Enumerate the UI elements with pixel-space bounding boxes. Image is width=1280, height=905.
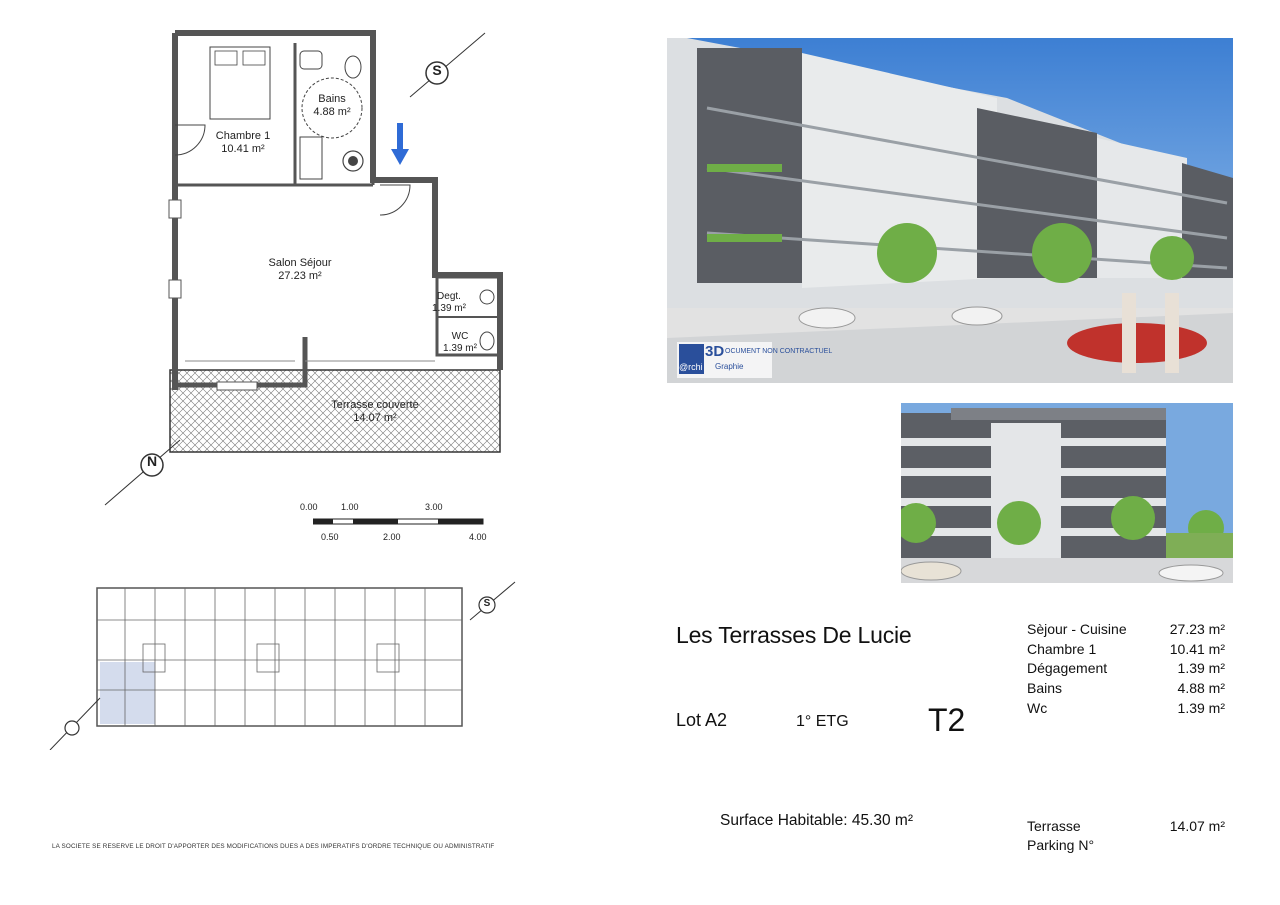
area-label: Sèjour - Cuisine xyxy=(1027,621,1127,637)
floor-plan xyxy=(95,25,515,515)
room-wc xyxy=(440,331,480,355)
room-chambre xyxy=(203,130,283,156)
apartment-type: T2 xyxy=(928,702,966,738)
watermark-line1: OCUMENT NON CONTRACTUEL xyxy=(725,348,833,355)
area-value: 1.39 m² xyxy=(1177,700,1225,716)
compass-north-icon xyxy=(105,440,180,505)
scale-bar xyxy=(295,502,495,550)
disclaimer: LA SOCIETE SE RESERVE LE DROIT D'APPORTER DES MODIFICATIONS DUES A DES IMPERATIFS D'ORDRE TECHNIQUE OU ADMINISTRATIF xyxy=(52,843,495,850)
area-label: Bains xyxy=(1027,680,1063,696)
scale-label: 2.00 xyxy=(383,532,401,542)
lot-label: Lot A2 xyxy=(676,710,728,730)
compass-north-label: N xyxy=(146,453,158,469)
watermark-logo: 3D xyxy=(705,343,725,360)
building-render-secondary xyxy=(901,403,1233,583)
area-value: 1.39 m² xyxy=(1177,660,1225,676)
watermark-prefix: @rchi xyxy=(679,362,703,372)
area-value: 27.23 m² xyxy=(1169,621,1225,637)
room-degt xyxy=(429,291,469,315)
watermark-line2: Graphie xyxy=(715,362,744,371)
scale-bar-graphic xyxy=(313,518,485,526)
entrance-arrow-icon xyxy=(391,123,409,165)
extra-label: Parking N° xyxy=(1027,837,1095,853)
building-mini-plan xyxy=(45,580,525,750)
room-name: Salon Séjour xyxy=(268,257,332,269)
compass-south-icon xyxy=(410,33,485,97)
room-area: 1.39 m² xyxy=(443,343,477,354)
room-bains xyxy=(302,93,362,119)
mini-compass-south-label: S xyxy=(483,598,491,609)
room-name: Terrasse couverte xyxy=(331,399,419,411)
area-value: 4.88 m² xyxy=(1177,680,1225,696)
room-area: 4.88 m² xyxy=(313,106,351,118)
room-name: Degt. xyxy=(437,291,461,302)
extra-value: 14.07 m² xyxy=(1169,818,1225,834)
scale-label: 4.00 xyxy=(469,532,487,542)
scale-label: 0.50 xyxy=(321,532,339,542)
area-value: 10.41 m² xyxy=(1169,641,1225,657)
building-mini-plan-drawing xyxy=(45,580,525,750)
project-title: Les Terrasses De Lucie xyxy=(676,622,912,648)
area-label: Chambre 1 xyxy=(1027,641,1097,657)
extra-label: Terrasse xyxy=(1027,818,1081,834)
room-area: 1.39 m² xyxy=(432,303,466,314)
room-name: Bains xyxy=(318,93,346,105)
room-salon xyxy=(250,257,350,283)
scale-label: 3.00 xyxy=(425,502,443,512)
scale-label: 1.00 xyxy=(341,502,359,512)
room-area: 27.23 m² xyxy=(278,270,322,282)
mini-compass-north-icon xyxy=(50,698,100,750)
scale-label: 0.00 xyxy=(300,502,318,512)
room-area: 14.07 m² xyxy=(353,412,397,424)
area-label: Wc xyxy=(1027,700,1048,716)
building-render-secondary-image xyxy=(901,403,1233,583)
building-render-main xyxy=(667,38,1233,383)
room-name: Chambre 1 xyxy=(215,130,271,142)
room-terrasse xyxy=(315,399,435,425)
mini-compass-south-icon xyxy=(470,582,515,620)
room-name: WC xyxy=(451,331,469,342)
compass-south-label: S xyxy=(432,62,442,78)
surface-habitable: Surface Habitable: 45.30 m² xyxy=(720,812,913,829)
floor-label: 1° ETG xyxy=(796,713,849,730)
area-label: Dégagement xyxy=(1027,660,1108,676)
highlighted-lot xyxy=(100,662,155,724)
room-area: 10.41 m² xyxy=(221,143,265,155)
building-render-main-image xyxy=(667,38,1233,383)
